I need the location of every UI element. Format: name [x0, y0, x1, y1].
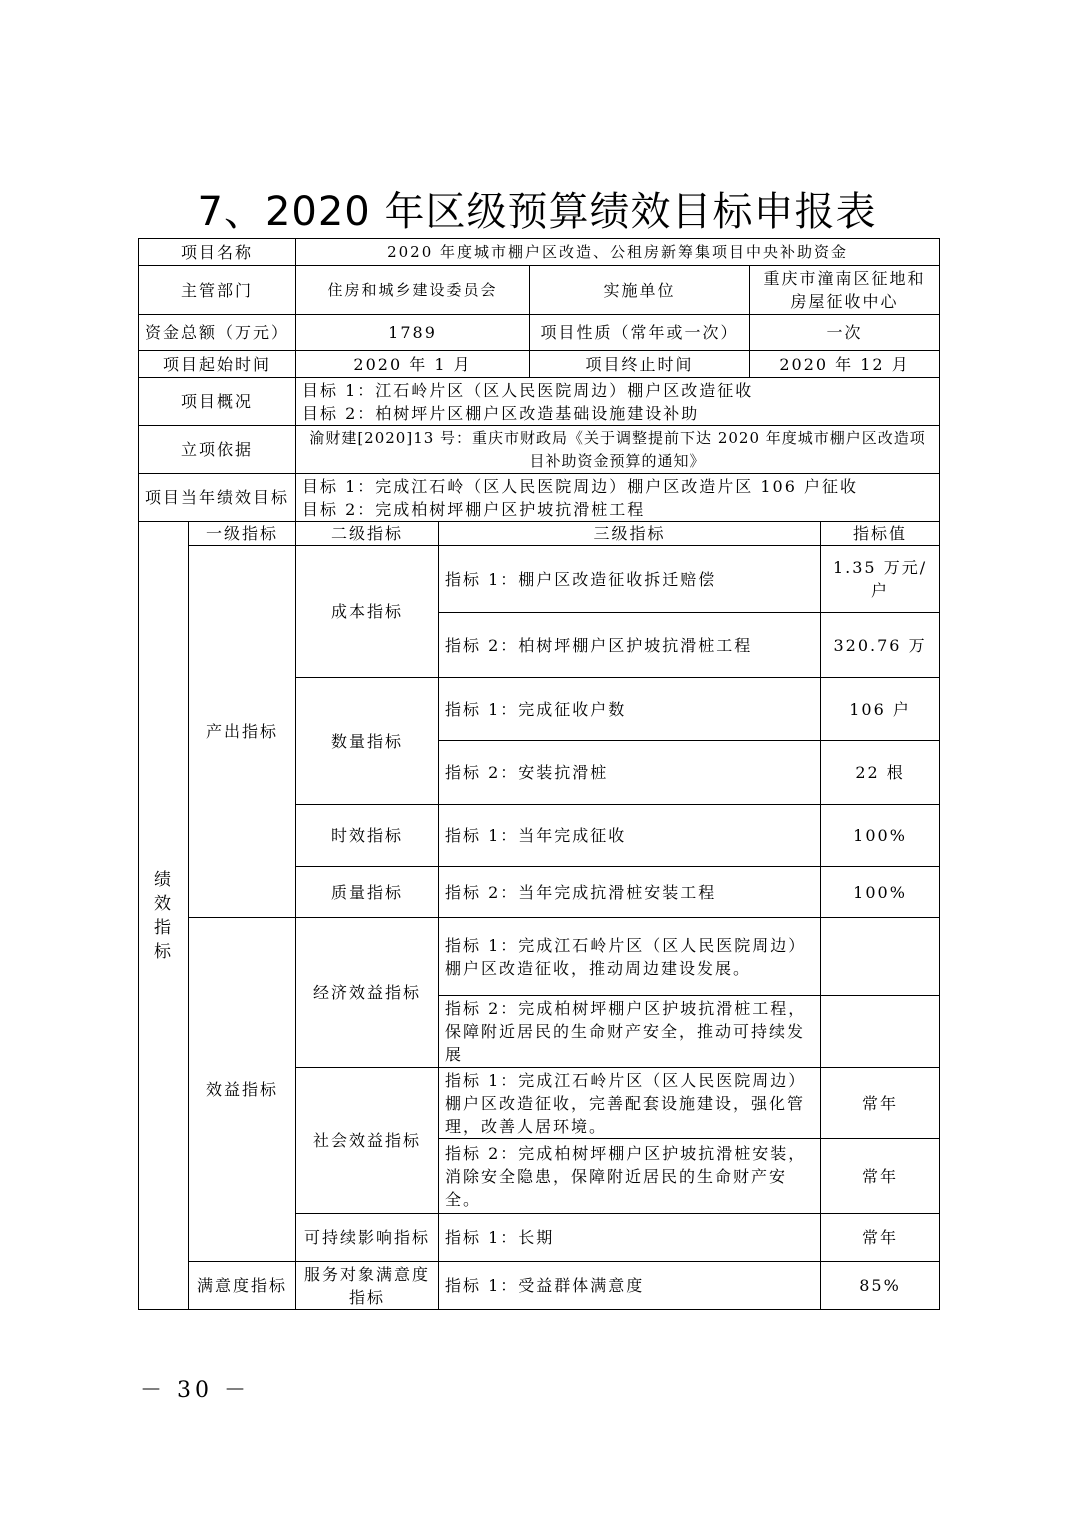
- quality-indicator-1-value: 100%: [821, 867, 940, 918]
- sustainability-indicator-1-value: 常年: [821, 1214, 940, 1262]
- dept-label: 主管部门: [139, 266, 296, 315]
- dept-value: 住房和城乡建设委员会: [296, 266, 530, 315]
- economic-indicator-1: 指标 1：完成江石岭片区（区人民医院周边）棚户区改造征收，推动周边建设发展。: [439, 918, 821, 996]
- service-satisfaction-label: 服务对象满意度指标: [296, 1262, 439, 1310]
- col-level1-header: 一级指标: [189, 522, 296, 546]
- impl-label: 实施单位: [530, 266, 750, 315]
- cost-indicator-1: 指标 1：棚户区改造征收拆迁赔偿: [439, 546, 821, 613]
- goal-1: 目标 1：完成江石岭（区人民医院周边）棚户区改造片区 106 户征收: [302, 476, 858, 496]
- page-title: 7、2020 年区级预算绩效目标申报表: [197, 189, 877, 235]
- cost-indicator-2: 指标 2：柏树坪棚户区护坡抗滑桩工程: [439, 613, 821, 678]
- fund-value: 1789: [296, 315, 530, 351]
- social-indicator-2: 指标 2：完成柏树坪棚户区护坡抗滑桩安装，消除安全隐患，保障附近居民的生命财产安全。: [439, 1139, 821, 1214]
- economic-indicator-1-value: [821, 918, 940, 996]
- impl-value: 重庆市潼南区征地和房屋征收中心: [750, 266, 940, 315]
- timeliness-label: 时效指标: [296, 805, 439, 867]
- row-basis: [139, 426, 940, 474]
- cost-indicator-1-value: 1.35 万元/户: [821, 546, 940, 613]
- overview-value: [296, 378, 940, 426]
- page-number: － 30 －: [140, 1378, 250, 1403]
- start-label: 项目起始时间: [139, 351, 296, 378]
- row-fund: [139, 315, 940, 351]
- project-name-value: 2020 年度城市棚户区改造、公租房新筹集项目中央补助资金: [296, 239, 940, 266]
- economic-indicator-2-value: [821, 996, 940, 1068]
- col-level2-header: 二级指标: [296, 522, 439, 546]
- row-department: [139, 266, 940, 315]
- table-row: [139, 918, 940, 996]
- goal-2: 目标 2：完成柏树坪棚户区护坡抗滑桩工程: [302, 499, 646, 519]
- row-goals: [139, 474, 940, 522]
- economic-label: 经济效益指标: [296, 918, 439, 1068]
- row-indicator-header: [139, 522, 940, 546]
- start-value: 2020 年 1 月: [296, 351, 530, 378]
- indicator-side-label: 绩效指标: [139, 522, 189, 1310]
- project-name-label: 项目名称: [139, 239, 296, 266]
- overview-goal-2: 目标 2：柏树坪片区棚户区改造基础设施建设补助: [302, 403, 700, 423]
- output-label: 产出指标: [189, 546, 296, 918]
- cost-label: 成本指标: [296, 546, 439, 678]
- quantity-label: 数量指标: [296, 678, 439, 805]
- table-row: [139, 546, 940, 613]
- goals-label: 项目当年绩效目标: [139, 474, 296, 522]
- satisfaction-label: 满意度指标: [189, 1262, 296, 1310]
- quantity-indicator-1-value: 106 户: [821, 678, 940, 741]
- goals-value: [296, 474, 940, 522]
- basis-value: 渝财建[2020]13 号：重庆市财政局《关于调整提前下达 2020 年度城市棚户区改造项目补助资金预算的通知》: [296, 426, 940, 474]
- service-satisfaction-indicator-1: 指标 1：受益群体满意度: [439, 1262, 821, 1310]
- table-row: [139, 1262, 940, 1310]
- social-indicator-1: 指标 1：完成江石岭片区（区人民医院周边）棚户区改造征收，完善配套设施建设，强化管理，改善人居环境。: [439, 1068, 821, 1139]
- quantity-indicator-2: 指标 2：安装抗滑桩: [439, 741, 821, 805]
- social-indicator-1-value: 常年: [821, 1068, 940, 1139]
- col-value-header: 指标值: [821, 522, 940, 546]
- nature-value: 一次: [750, 315, 940, 351]
- benefit-label: 效益指标: [189, 918, 296, 1262]
- cost-indicator-2-value: 320.76 万: [821, 613, 940, 678]
- end-value: 2020 年 12 月: [750, 351, 940, 378]
- quantity-indicator-2-value: 22 根: [821, 741, 940, 805]
- row-project-name: [139, 239, 940, 266]
- nature-label: 项目性质（常年或一次）: [530, 315, 750, 351]
- row-dates: [139, 351, 940, 378]
- performance-target-table: [138, 238, 940, 1310]
- col-level3-header: 三级指标: [439, 522, 821, 546]
- quality-indicator-1: 指标 2：当年完成抗滑桩安装工程: [439, 867, 821, 918]
- timeliness-indicator-1: 指标 1：当年完成征收: [439, 805, 821, 867]
- sustainability-indicator-1: 指标 1：长期: [439, 1214, 821, 1262]
- row-overview: [139, 378, 940, 426]
- basis-label: 立项依据: [139, 426, 296, 474]
- timeliness-indicator-1-value: 100%: [821, 805, 940, 867]
- service-satisfaction-indicator-1-value: 85%: [821, 1262, 940, 1310]
- economic-indicator-2: 指标 2：完成柏树坪棚户区护坡抗滑桩工程，保障附近居民的生命财产安全，推动可持续发展: [439, 996, 821, 1068]
- end-label: 项目终止时间: [530, 351, 750, 378]
- quantity-indicator-1: 指标 1：完成征收户数: [439, 678, 821, 741]
- fund-label: 资金总额（万元）: [139, 315, 296, 351]
- overview-goal-1: 目标 1：江石岭片区（区人民医院周边）棚户区改造征收: [302, 380, 754, 400]
- quality-label: 质量指标: [296, 867, 439, 918]
- social-label: 社会效益指标: [296, 1068, 439, 1214]
- social-indicator-2-value: 常年: [821, 1139, 940, 1214]
- overview-label: 项目概况: [139, 378, 296, 426]
- sustainability-label: 可持续影响指标: [296, 1214, 439, 1262]
